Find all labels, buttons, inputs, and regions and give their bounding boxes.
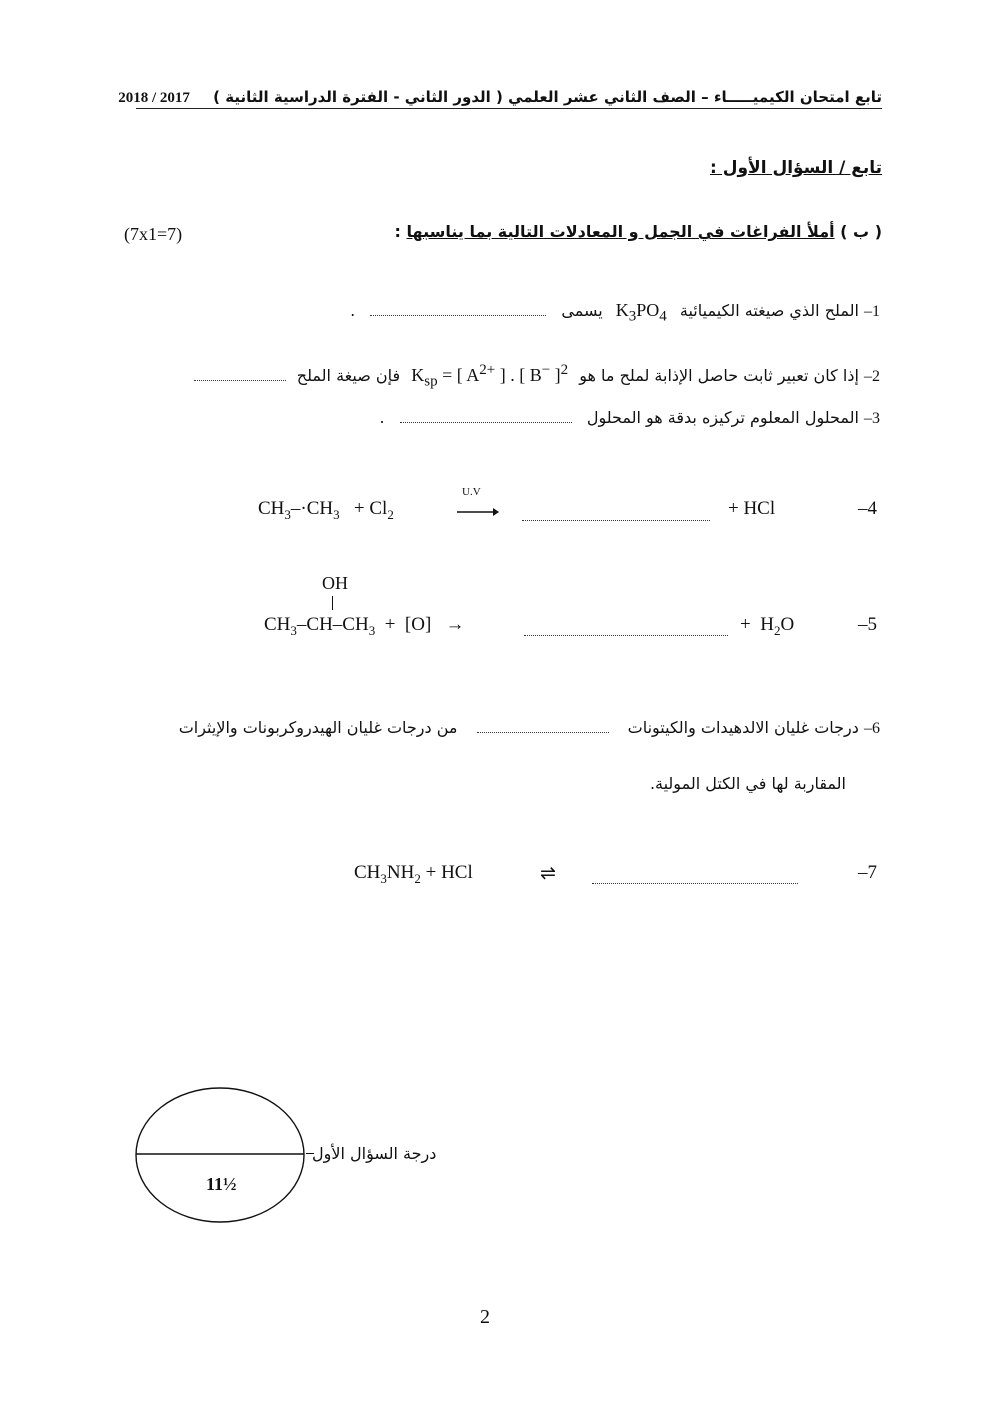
item-4-condition: U.V [462,486,481,498]
item-2-text-a: إذا كان تعبير ثابت حاصل الإذابة لملح ما هو [579,366,859,385]
item-3 [380,408,880,428]
header-year: 2018 / 2017 [118,90,190,106]
item-3-end: . [379,408,385,427]
item-4-reactants: $CH_3-\cdot CH_3 + Cl_2$ [258,498,394,522]
item-1 [350,300,880,326]
item-number: 6– [864,720,880,737]
header-text: تابع امتحان الكيميـــــاء – الصف الثاني عشر العلمي ( الدور الثاني - الفترة الدراسية الثانية ) [213,88,882,106]
item-number: –7 [858,862,877,883]
item-6-text-a: درجات غليان الالدهيدات والكيتونات [627,718,859,737]
item-number: 3– [864,410,880,427]
item-5-reactants: $CH_3-CH-CH_3 + [O]$ → [264,614,465,638]
item-7-reactants: $CH_3NH_2$ + HCl [354,862,473,886]
item-number: 2– [864,368,880,385]
item-2-text-b: فإن صيغة الملح [296,366,401,385]
item-5-product: + $H_2O$ [740,614,795,638]
item-2-ksp-expression: $K_{sp}$ = [ $A^{2+}$ ] . [ B− ]$^2$ [411,362,569,390]
part-colon: : [394,222,401,241]
item-6-text-b: من درجات غليان الهيدروكربونات والإيثرات [178,718,458,737]
part-instruction: أملأ الفراغات في الجمل و المعادلات التالية بما يناسبها [406,222,835,241]
answer-blank[interactable] [477,731,609,733]
answer-blank[interactable] [400,421,572,423]
part-label: ( ب ) [840,222,882,241]
score-circle-shape [134,1086,306,1224]
item-number: 1– [864,303,880,320]
item-number: –5 [858,614,877,635]
answer-blank[interactable] [524,634,728,636]
equilibrium-arrow-icon: ⇌ [540,863,556,884]
item-4-product: + HCl [728,498,776,519]
answer-blank[interactable] [592,882,798,884]
reaction-arrow-icon [455,506,499,518]
answer-blank[interactable] [194,379,286,381]
item-6 [179,718,880,738]
answer-blank[interactable] [522,519,710,521]
score-circle [134,1086,306,1224]
item-3-text: المحلول المعلوم تركيزه بدقة هو المحلول [586,408,859,427]
question-title: تابع / السؤال الأول : [710,158,882,178]
item-1-text-a: الملح الذي صيغته الكيميائية [679,301,859,320]
score-value: 11½ [206,1174,237,1194]
answer-blank[interactable] [370,314,546,316]
item-6-continuation: المقاربة لها في الكتل المولية. [649,774,846,793]
header-rule [136,108,882,109]
item-2 [194,362,880,391]
part-title [395,222,882,241]
item-5-branch: OH [322,573,348,593]
marks-allocation: (7x1=7) [124,224,183,244]
branch-bond [332,596,333,610]
exam-header [118,88,882,107]
item-1-end: . [350,301,356,320]
score-label: درجة السؤال الأول [312,1144,437,1163]
item-1-formula: $K_3PO_4$ [615,300,667,325]
item-number: –4 [858,498,877,519]
page-number: 2 [480,1306,490,1328]
item-1-text-b: يسمى [561,301,603,320]
